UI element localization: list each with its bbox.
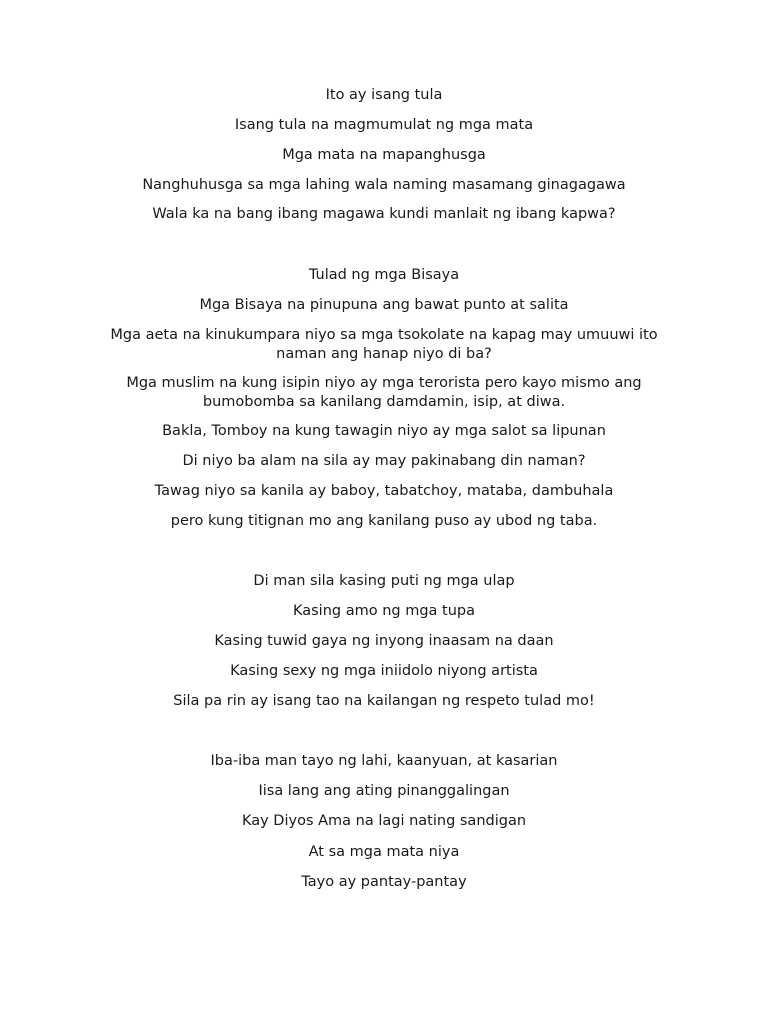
poem-line: Tayo ay pantay-pantay <box>301 874 467 890</box>
poem-line: pero kung titignan mo ang kanilang puso ay ubod ng taba. <box>170 513 598 529</box>
poem-line: Mga mata na mapanghusga <box>282 147 486 163</box>
poem-line: Di man sila kasing puti ng mga ulap <box>253 573 515 589</box>
poem-line: At sa mga mata niya <box>308 844 460 860</box>
poem-line: Isang tula na magmumulat ng mga mata <box>234 117 534 133</box>
poem-line: Nanghuhusga sa mga lahing wala naming masamang ginagagawa <box>142 177 626 193</box>
poem-line: Di niyo ba alam na sila ay may pakinabang din naman? <box>182 453 586 469</box>
poem-line: Tulad ng mga Bisaya <box>308 267 460 283</box>
poem-line: Kasing tuwid gaya ng inyong inaasam na daan <box>214 633 554 649</box>
poem-line: Kasing amo ng mga tupa <box>292 603 475 619</box>
poem-line: Kay Diyos Ama na lagi nating sandigan <box>241 813 527 829</box>
poem-line: Sila pa rin ay isang tao na kailangan ng respeto tulad mo! <box>173 693 595 709</box>
poem-line: Iisa lang ang ating pinanggalingan <box>258 783 510 799</box>
poem-line: Bakla, Tomboy na kung tawagin niyo ay mga salot sa lipunan <box>162 423 606 439</box>
poem-line: Ito ay isang tula <box>325 87 443 103</box>
poem-line: Mga Bisaya na pinupuna ang bawat punto at salita <box>199 297 569 313</box>
poem-line: Wala ka na bang ibang magawa kundi manlait ng ibang kapwa? <box>152 206 616 222</box>
poem-line: Mga aeta na kinukumpara niyo sa mga tsokolate na kapag may umuuwi ito naman ang hanap niyo di ba? <box>110 327 658 362</box>
poem-line: Tawag niyo sa kanila ay baboy, tabatchoy, mataba, dambuhala <box>154 483 614 499</box>
poem-line: Kasing sexy ng mga iniidolo niyong artista <box>230 663 538 679</box>
poem-line: Mga muslim na kung isipin niyo ay mga terorista pero kayo mismo ang bumobomba sa kanilang damdamin, isip, at diwa. <box>126 375 642 410</box>
poem-line: Iba-iba man tayo ng lahi, kaanyuan, at kasarian <box>210 753 558 769</box>
